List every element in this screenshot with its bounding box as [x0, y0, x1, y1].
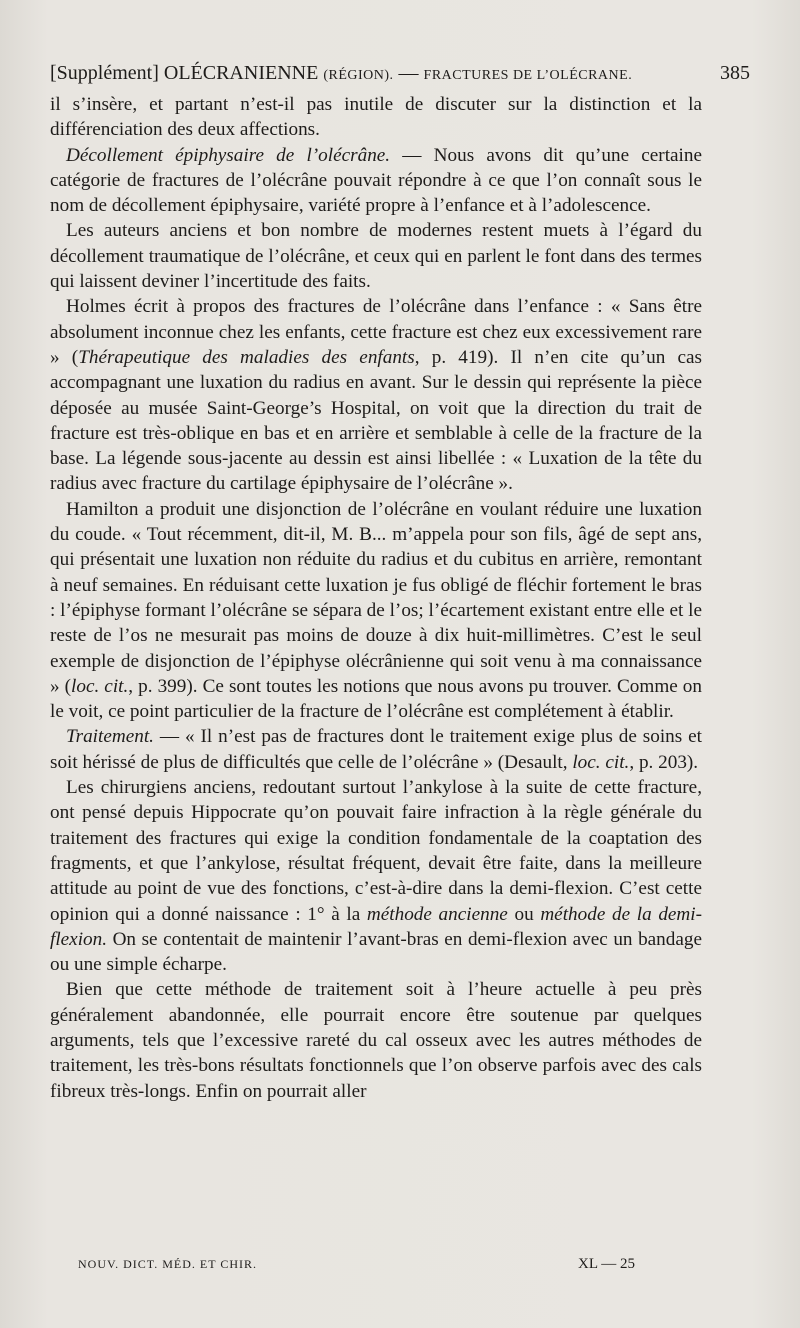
paragraph — [50, 294, 702, 496]
page-footer — [50, 1252, 700, 1276]
text-run: , p. 203). — [629, 751, 699, 773]
italic-run: méthode ancienne — [366, 903, 508, 925]
page-number: 385 — [720, 62, 750, 84]
text-run: Les auteurs anciens et bon nombre de modernes restent muets à l’égard du décollement traumatique de l’olécrâne, et ceux qui en parlent le font dans des termes qui laissent deviner l’incertitude des faits. — [50, 220, 702, 293]
text-run: il s’insère, et partant n’est-il pas inutile de discuter sur la distinction et la différenciation des deux affections. — [50, 94, 702, 141]
italic-run: Thérapeutique des maladies des enfants — [78, 346, 415, 368]
text-run: , p. 419). Il n’en cite qu’un cas accompagnant une luxation du radius en avant. Sur le dessin qui représente la pièce déposée au musée Saint-George’s Hospital, on voit que la direction du trait de fracture est très-oblique en bas et en arrière et semblable à celle de la fracture de la base. La légende sous-jacente au dessin est ainsi libellée : « Luxation de la tête du radius avec fracture du cartilage épiphysaire de l’olécrâne ». — [50, 346, 703, 495]
text-run: — Nous avons dit qu’une certaine catégorie de fractures de l’olécrâne pouvait répondre à ce que l’on connaît sous le nom de décollement épiphysaire, variété propre à l’enfance et à l’adolescence. — [50, 144, 702, 217]
italic-run: Décollement épiphysaire de l’olécrâne. — [66, 144, 391, 166]
text-run: Les chirurgiens anciens, redoutant surtout l’ankylose à la suite de cette fracture, ont pensé depuis Hippocrate qu’on pouvait faire infraction à la règle générale du traitement des fractures qui exige la condition fondamentale de la coaptation des fragments, et que l’ankylose, résultat fréquent, devait être faite, dans la meilleure attitude au point de vue des fonctions, c’est-à-dire dans la demi-flexion. C’est cette opinion qui a donné naissance : 1° à la — [50, 777, 702, 925]
text-run: ou — [507, 903, 541, 925]
italic-run: loc. cit. — [572, 751, 630, 773]
paragraph — [50, 977, 702, 1103]
paragraph — [50, 143, 702, 219]
header-section: [Supplément] — [50, 62, 159, 84]
paragraph — [50, 218, 702, 294]
paragraph — [50, 497, 702, 725]
footer-signature: NOUV. DICT. MÉD. ET CHIR. — [78, 1257, 258, 1271]
text-run: Holmes écrit à propos des fractures de l’olécrâne dans l’enfance : « Sans être absolument inconnue chez les enfants, cette fracture est chez eux excessivement rare » ( — [50, 296, 702, 368]
text-run: On se contentait de maintenir l’avant-bras en demi-flexion avec un bandage ou une simple écharpe. — [50, 928, 702, 976]
italic-run: Traitement. — [66, 726, 154, 748]
body-text — [50, 92, 702, 1104]
paragraph — [50, 775, 702, 977]
paragraph — [50, 724, 702, 775]
header-title-line — [50, 58, 632, 91]
italic-run: méthode de la demi-flexion. — [50, 903, 703, 950]
text-run: Hamilton a produit une disjonction de l’olécrâne en voulant réduire une luxation du coude. « Tout récemment, dit-il, M. B... m’appela pour son fils, âgé de sept ans, qui présentait une luxation non réduite du radius et du cubitus en arrière, remontant à neuf semaines. En réduisant cette luxation je fus obligé de fléchir fortement le bras : l’épiphyse formant l’olécrâne se sépara de l’os; l’écartement existant entre elle et le reste de l’os ne mesurait pas moins de douze à dix huit-millimètres. C’est le seul exemple de disjonction de l’épiphyse olécrânienne qui soit venu à ma connaissance » ( — [50, 498, 702, 697]
header-dash: — — [398, 62, 419, 84]
header-subject: FRACTURES DE L’OLÉCRANE. — [423, 68, 633, 83]
paragraph — [50, 92, 702, 143]
header-title: OLÉCRANIENNE — [163, 62, 319, 84]
text-run: Bien que cette méthode de traitement soit à l’heure actuelle à peu près généralement abandonnée, elle pourrait encore être soutenue par quelques arguments, tels que l’excessive rareté du cal osseux avec les autres méthodes de traitement, les très-bons résultats fonctionnels que l’on observe parfois avec des cals fibreux très-longs. Enfin on pourrait aller — [50, 979, 702, 1102]
text-run: — « Il n’est pas de fractures dont le traitement exige plus de soins et soit hérissé de plus de difficultés que celle de l’olécrâne » (Desault, — [50, 726, 702, 773]
text-run: , p. 399). Ce sont toutes les notions que nous avons pu trouver. Comme on le voit, ce point particulier de la fracture de l’olécrâne est complétement à établir. — [50, 675, 702, 723]
header-region: (RÉGION). — [323, 68, 394, 83]
italic-run: loc. cit. — [71, 675, 129, 697]
footer-sheet-number: XL — 25 — [578, 1256, 635, 1272]
running-header — [50, 58, 750, 88]
